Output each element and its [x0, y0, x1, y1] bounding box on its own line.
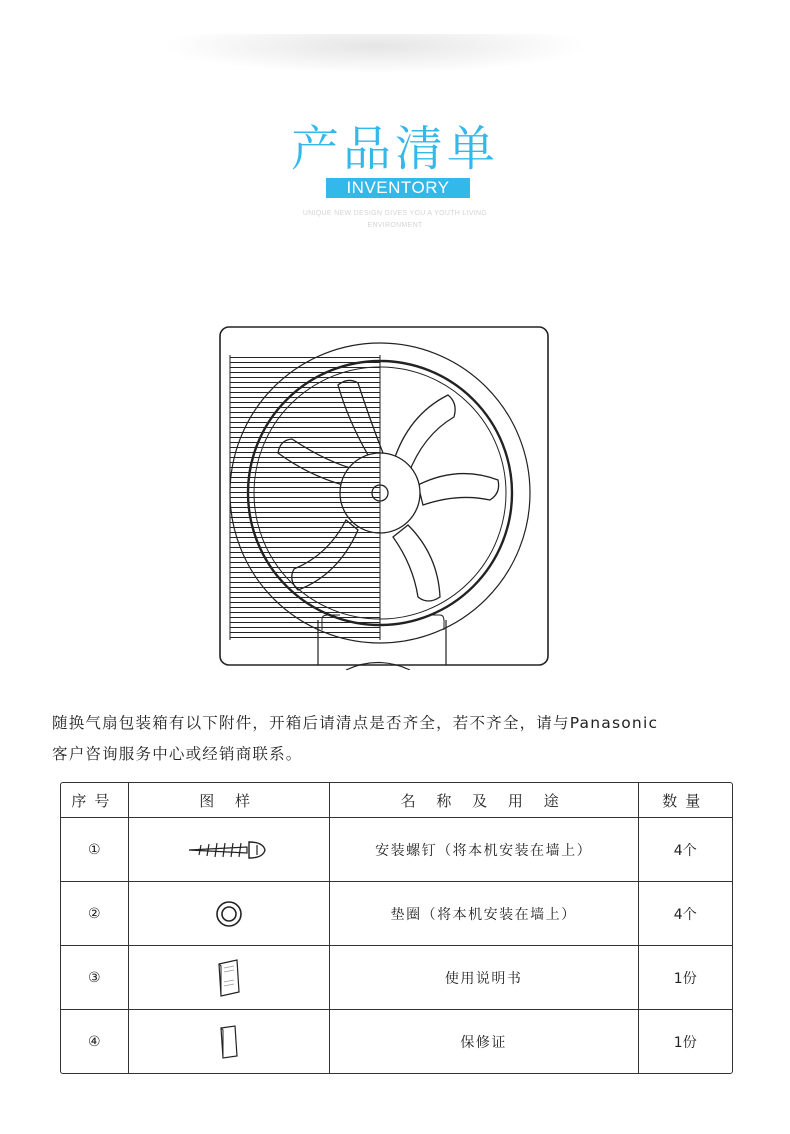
- washer-icon: [214, 899, 244, 929]
- subtitle-line-1: UNIQUE NEW DESIGN GIVES YOU A YOUTH LIVING: [302, 210, 488, 217]
- header-serial-no: 序号: [61, 783, 129, 818]
- warranty-card-icon: [217, 1024, 241, 1060]
- intro-text: [52, 708, 762, 770]
- row-name: 使用说明书: [330, 946, 639, 1010]
- row-illustration: [129, 882, 330, 946]
- row-quantity: 4个: [639, 818, 732, 882]
- row-quantity: 1份: [639, 946, 732, 1010]
- intro-line-1: 随换气扇包装箱有以下附件，开箱后请清点是否齐全，若不齐全，请与Panasonic: [52, 714, 659, 732]
- header-name-usage: 名 称 及 用 途: [330, 783, 639, 818]
- table-row: [61, 946, 732, 1010]
- intro-line-2: 客户咨询服务中心或经销商联系。: [52, 745, 303, 763]
- row-name: 垫圈（将本机安装在墙上）: [330, 882, 639, 946]
- row-number: ①: [61, 818, 129, 882]
- table-row: [61, 818, 732, 882]
- screw-icon: [187, 838, 271, 862]
- row-number: ②: [61, 882, 129, 946]
- row-name: 安装螺钉（将本机安装在墙上）: [330, 818, 639, 882]
- table-row: [61, 882, 732, 946]
- page-title-en-badge: INVENTORY: [326, 178, 470, 198]
- header-illustration: 图 样: [129, 783, 330, 818]
- inventory-table: [60, 782, 733, 1074]
- ventilation-fan-illustration: [218, 325, 550, 670]
- header-quantity: 数量: [639, 783, 732, 818]
- row-number: ③: [61, 946, 129, 1010]
- header-shadow: [160, 34, 590, 74]
- row-illustration: [129, 818, 330, 882]
- page-subtitle: [0, 208, 790, 232]
- row-illustration: [129, 946, 330, 1010]
- row-quantity: 1份: [673, 1034, 697, 1051]
- manual-icon: [215, 958, 243, 998]
- row-name: 保修证: [330, 1010, 639, 1073]
- page-title: 产品清单: [290, 121, 499, 177]
- row-quantity: 4个: [639, 882, 732, 946]
- row-illustration: [129, 1010, 330, 1073]
- subtitle-line-2: ENVIRONMENT: [367, 222, 423, 229]
- table-row: [61, 1010, 732, 1073]
- table-header-row: [61, 783, 732, 818]
- row-number: ④: [61, 1010, 129, 1073]
